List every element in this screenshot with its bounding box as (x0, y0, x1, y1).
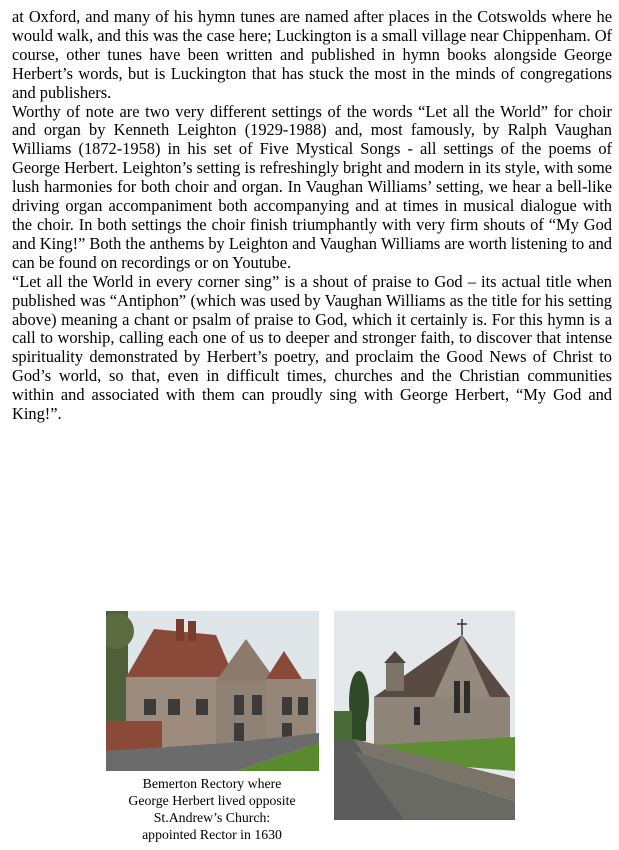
paragraph-settings: Worthy of note are two very different settings of the words “Let all the World” for choir and organ by Kenneth Leighton (1929-1988) and, most famously, by Ralph Vaughan Williams (1872-1958) in his set of Five Mystical Songs - all settings of the poems of George Herbert. Leighton’s setting is refreshingly bright and modern in its style, with some lush harmonies for both choir and organ. In Vaughan Williams’ setting, we hear a bell-like driving organ accompaniment both accompanying and at times in musical dialogue with the choir. In both settings the choir finish triumphantly with very firm shouts of “My God and King!” Both the anthems by Leighton and Vaughan Williams are worth listening to and can be found on recordings or on Youtube. (12, 101, 612, 272)
caption-line: George Herbert lived opposite (128, 793, 296, 808)
body-text (12, 8, 612, 424)
paragraph-antiphon: “Let all the World in every corner sing” is a shout of praise to God – its actual title when published was “Antiphon” (which was used by Vaughan Williams as the title for his setting above) meaning a chant or psalm of praise to God, which it certainly is. For this hymn is a call to worship, calling each one of us to deeper and stronger faith, to discover that intense spirituality demonstrated by Herbert’s poetry, and proclaim the Good News of Christ to God’s world, so that, even in difficult times, churches and the Christian communities within and associated with them can proudly sing with George Herbert, “My God and King!”. (12, 271, 612, 424)
rectory-photo (106, 611, 319, 771)
church-photo (334, 611, 515, 820)
photo-caption (102, 775, 322, 843)
caption-line: Bemerton Rectory where (142, 776, 282, 791)
caption-line: appointed Rector in 1630 (142, 827, 282, 842)
paragraph-luckington: at Oxford, and many of his hymn tunes are named after places in the Cotswolds where he would walk, and this was the case here; Luckington is a small village near Chippenham. Of course, other tunes have been written and published in hymn books alongside George Herbert’s words, but is Luckington that has stuck the most in the minds of congregations and publishers. (12, 7, 612, 102)
caption-line: St.Andrew’s Church: (153, 810, 271, 825)
